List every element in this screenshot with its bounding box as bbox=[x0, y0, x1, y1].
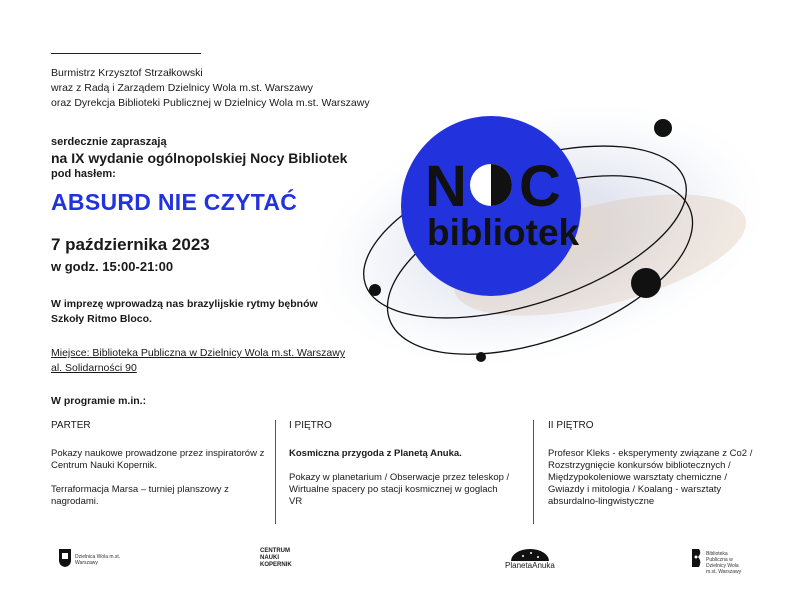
invite-line-3: pod hasłem: bbox=[51, 168, 116, 180]
invitation bbox=[51, 134, 347, 182]
logo-caption: Biblioteka Publiczna w Dzielnicy Wola m.st. Warszawy bbox=[706, 551, 742, 575]
program-column-first-floor bbox=[289, 420, 511, 520]
coat-of-arms-icon bbox=[58, 548, 72, 568]
planet-dot-2 bbox=[631, 268, 661, 298]
venue-line-2: al. Solidarności 90 bbox=[51, 362, 137, 374]
venue-address bbox=[51, 346, 345, 376]
logo-caption: PlanetaAnuka bbox=[505, 561, 555, 570]
logo-letter-n: N bbox=[425, 154, 467, 219]
invite-line-2: na IX wydanie ogólnopolskiej Nocy Bibliotek bbox=[51, 150, 348, 166]
noc-bibliotek-logo bbox=[355, 80, 705, 380]
program-item: Terraformacja Marsa – turniej planszowy z nagrodami. bbox=[51, 484, 229, 507]
program-subtitle: Kosmiczna przygoda z Planetą Anuka. bbox=[289, 448, 462, 459]
organizers bbox=[51, 66, 370, 111]
program-item: Pokazy w planetarium / Obserwacje przez teleskop / Wirtualne spacery po stacji kosmicznej w goglach VR bbox=[289, 472, 510, 507]
column-divider bbox=[275, 420, 276, 524]
organizer-line-1: Burmistrz Krzysztof Strzałkowski bbox=[51, 67, 203, 79]
intro-text bbox=[51, 297, 318, 327]
copernicus-logo bbox=[260, 548, 292, 569]
planet-dot-1 bbox=[654, 119, 672, 137]
column-divider bbox=[533, 420, 534, 524]
logo-caption: Dzielnica Wola m.st. Warszawy bbox=[75, 554, 121, 566]
column-title: I PIĘTRO bbox=[289, 420, 332, 431]
program-label: W programie m.in.: bbox=[51, 395, 147, 407]
logo-bibliotek: bibliotek bbox=[427, 212, 580, 253]
library-emblem-icon bbox=[690, 548, 702, 568]
logo-line: KOPERNIK bbox=[260, 562, 292, 568]
organizer-line-2: wraz z Radą i Zarządem Dzielnicy Wola m.st. Warszawy bbox=[51, 82, 313, 94]
planetarium-dome-icon bbox=[507, 549, 553, 561]
column-title: PARTER bbox=[51, 420, 91, 431]
logo-letter-c: C bbox=[519, 154, 561, 219]
library-logo bbox=[690, 548, 746, 575]
event-hours: w godz. 15:00-21:00 bbox=[51, 259, 174, 274]
program-column-second-floor bbox=[548, 420, 753, 520]
planeta-anuka-logo bbox=[505, 549, 555, 570]
event-slogan: ABSURD NIE CZYTAĆ bbox=[51, 189, 298, 215]
logo-line: CENTRUM bbox=[260, 548, 290, 554]
program-item: Profesor Kleks - eksperymenty związane z Co2 / Rozstrzygnięcie konkursów bibliotecznych / Międzypokoleniowe warsztaty chemiczne / Gwiazdy i mitologia / Koalang - warsztaty absurdalno-lingwistyczne bbox=[548, 448, 753, 507]
program-column-ground bbox=[51, 420, 266, 520]
program-item: Pokazy naukowe prowadzone przez inspiratorów z Centrum Nauki Kopernik. bbox=[51, 448, 265, 471]
organizer-line-3: oraz Dyrekcja Biblioteki Publicznej w Dzielnicy Wola m.st. Warszawy bbox=[51, 97, 370, 109]
planet-dot-4 bbox=[476, 352, 486, 362]
top-rule bbox=[51, 53, 201, 54]
planet-dot-3 bbox=[369, 284, 381, 296]
intro-line-2: Szkoły Ritmo Bloco. bbox=[51, 313, 152, 325]
venue-line-1: Miejsce: Biblioteka Publiczna w Dzielnicy Wola m.st. Warszawy bbox=[51, 347, 346, 359]
column-title: II PIĘTRO bbox=[548, 420, 594, 431]
intro-line-1: W imprezę wprowadzą nas brazylijskie rytmy bębnów bbox=[51, 298, 318, 310]
event-date: 7 października 2023 bbox=[51, 235, 210, 254]
wola-district-logo bbox=[58, 548, 123, 568]
logo-line: NAUKI bbox=[260, 555, 279, 561]
invite-line-1: serdecznie zapraszają bbox=[51, 136, 167, 148]
